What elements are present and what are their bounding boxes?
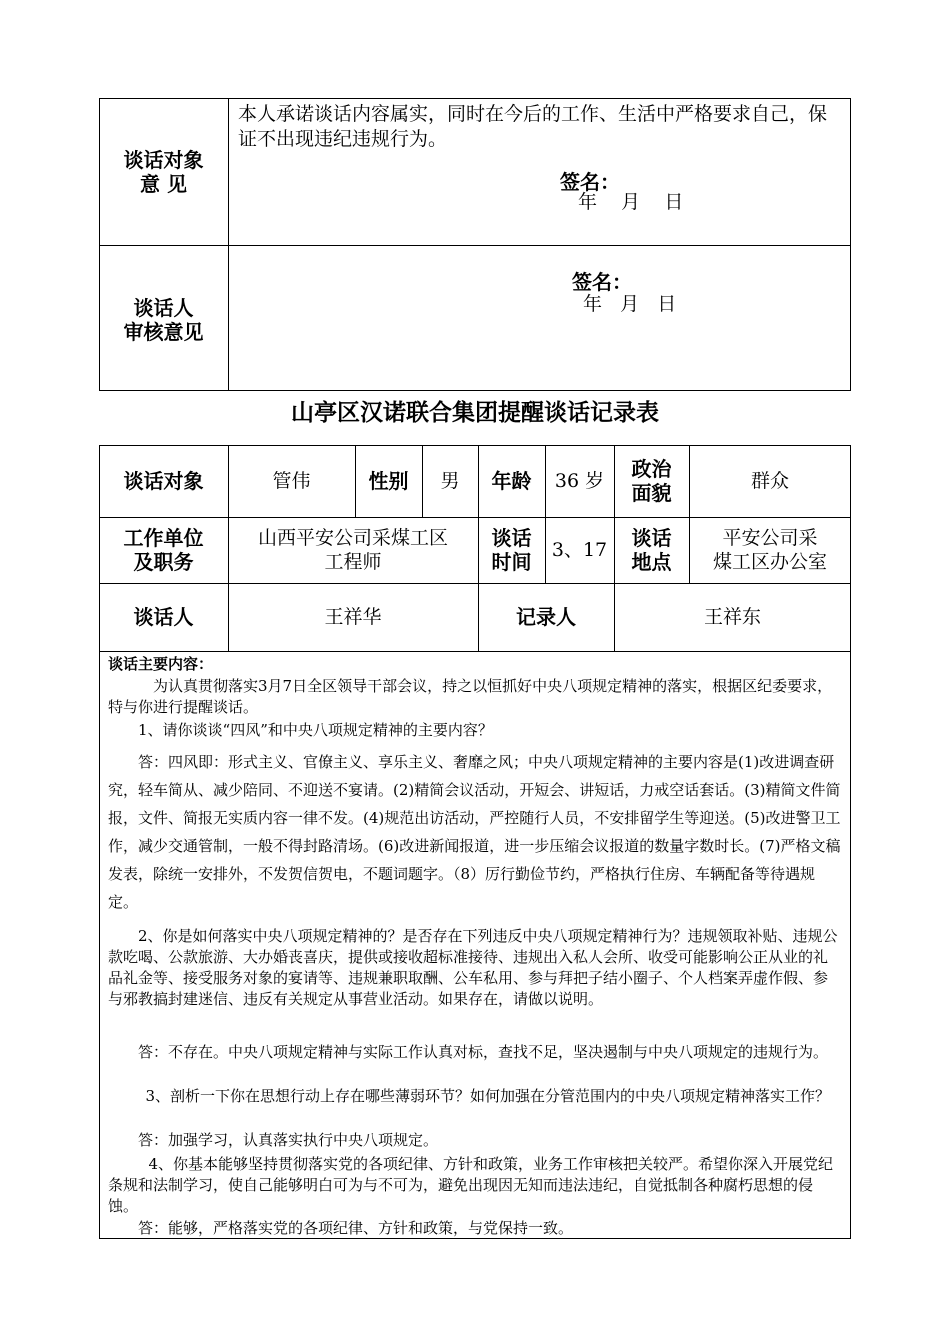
place-label: 谈话 地点 [631, 526, 672, 574]
answer-2: 答：不存在。中央八项规定精神与实际工作认真对标，查找不足，坚决遏制与中央八项规定的违规行为。 [138, 1043, 829, 1061]
time-label: 谈话 时间 [491, 526, 532, 574]
talker-label: 谈话人 [133, 605, 194, 629]
intro-paragraph: 为认真贯彻落实3月7日全区领导干部会议，持之以恒抓好中央八项规定精神的落实，根据区纪委要求，特与你进行提醒谈话。 [108, 677, 833, 716]
subject-opinion-label: 谈话对象 意 见 [123, 148, 204, 196]
subject-value: 管伟 [272, 470, 311, 492]
talker-sign-date: 年 月 日 [583, 293, 677, 315]
commitment-text: 本人承诺谈话内容属实，同时在今后的工作、生活中严格要求自己，保证不出现违纪违规行为。 [238, 103, 828, 150]
content-heading: 谈话主要内容： [108, 655, 214, 673]
political-label: 政治 面貌 [631, 457, 672, 505]
time-value: 3、17 [551, 539, 608, 561]
subject-sign-label: 签名： [560, 170, 620, 194]
recorder-value: 王祥东 [703, 606, 761, 628]
talker-sign-label: 签名： [572, 270, 632, 294]
answer-1: 答：四风即：形式主义、官僚主义、享乐主义、奢靡之风；中央八项规定精神的主要内容是(1)改进调查研究，轻车简从、减少陪同、不迎送不宴请。(2)精简会议活动，开短会、讲短话，力戒空话套话。(3)精简文件简报，文件、简报无实质内容一律不发。(4)规范出访活动，严控随行人员，不安排留学生等迎送。(5)改进警卫工作，减少交通管制，一般不得封路清场。(6)改进新闻报道，进一步压缩会议报道的数量字数时长。(7)严格文稿发表，除统一安排外，不发贺信贺电，不题词题字。（8）厉行勤俭节约，严格执行住房、车辆配备等待遇规定。 [108, 753, 841, 911]
row-separator [99, 651, 851, 652]
row-separator [99, 517, 851, 518]
political-value: 群众 [750, 470, 789, 492]
talker-value: 王祥华 [324, 606, 382, 628]
age-value: 36 岁 [554, 470, 605, 492]
place-value: 平安公司采 煤工区办公室 [712, 527, 827, 573]
answer-3: 答：加强学习，认真落实执行中央八项规定。 [138, 1131, 439, 1149]
question-4: 4、你基本能够坚持贯彻落实党的各项纪律、方针和政策，业务工作审核把关较严。希望你深入开展党纪条规和法制学习，使自己能够明白可为与不可为，避免出现因无知而违法违纪，自觉抵制各种腐朽思想的侵蚀。 [108, 1155, 834, 1215]
subject-sign-date: 年 月 日 [578, 191, 684, 213]
top-table-row-separator [99, 245, 851, 246]
column-separator [545, 445, 546, 583]
page-title: 山亭区汉诺联合集团提醒谈话记录表 [291, 400, 659, 426]
recorder-label: 记录人 [516, 605, 576, 629]
row-separator [99, 583, 851, 584]
question-2: 2、你是如何落实中央八项规定精神的？是否存在下列违反中央八项规定精神行为？违规领取补贴、违规公款吃喝、公款旅游、大办婚丧喜庆，提供或接收超标准接待、违规出入私人会所、收受可能影响公正从业的礼品礼金等、接受服务对象的宴请等、违规兼职取酬、公车私用、参与拜把子结小圈子、个人档案弄虚作假、参与邪教搞封建迷信、违反有关规定从事营业活动。如果存在，请做以说明。 [108, 927, 838, 1008]
age-label: 年龄 [491, 469, 532, 493]
gender-label: 性别 [368, 469, 409, 493]
unit-value: 山西平安公司采煤工区 工程师 [257, 527, 448, 573]
subject-label: 谈话对象 [123, 469, 204, 493]
answer-4: 答：能够，严格落实党的各项纪律、方针和政策，与党保持一致。 [138, 1219, 574, 1237]
talker-review-label: 谈话人 审核意见 [123, 296, 204, 344]
unit-label: 工作单位 及职务 [123, 526, 204, 574]
question-3: 3、剖析一下你在思想行动上存在哪些薄弱环节？如何加强在分管范围内的中央八项规定精神落实工作？ [145, 1087, 831, 1105]
question-1: 1、请你谈谈“四风”和中央八项规定精神的主要内容？ [138, 721, 493, 739]
gender-value: 男 [440, 470, 460, 492]
